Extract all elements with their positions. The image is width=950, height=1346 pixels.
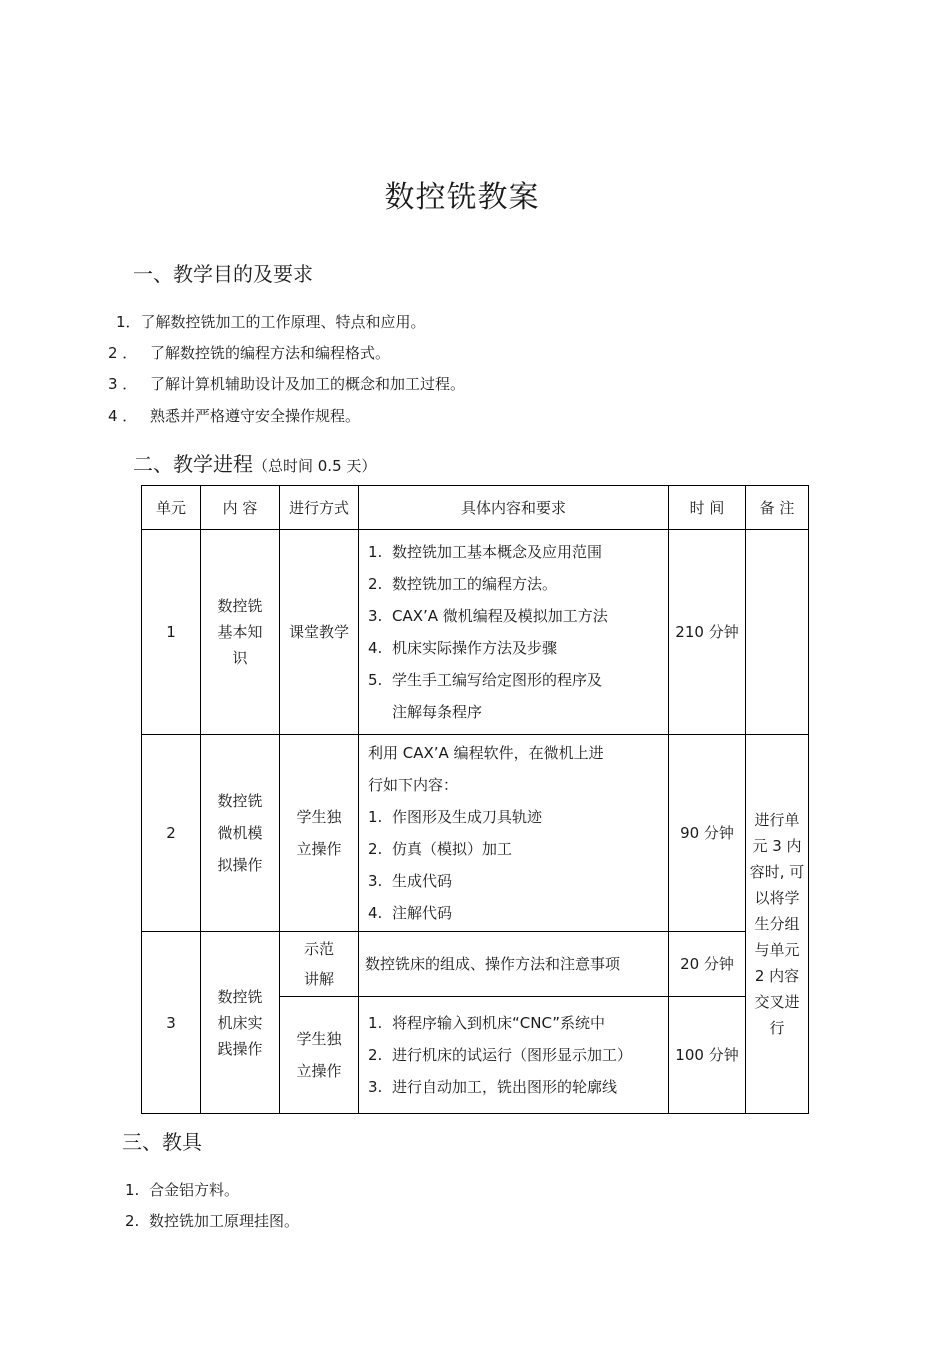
requirement-line: 1. 数控铣加工基本概念及应用范围 — [368, 543, 603, 561]
objective-item-number: 3 ． — [108, 375, 138, 393]
header-cell-time: 时 间 — [669, 486, 746, 530]
teaching-aid-item-2 — [125, 1210, 299, 1231]
requirement-intro-line: 行如下内容： — [368, 776, 459, 794]
requirements-cell: 数控铣床的组成、操作方法和注意事项 — [359, 932, 669, 997]
time-cell: 100 分钟 — [669, 997, 746, 1114]
requirement-line: 1. 将程序输入到机床“CNC”系统中 — [368, 1014, 605, 1032]
objective-item-text: 了解数控铣的编程方法和编程格式。 — [150, 344, 391, 362]
teaching-aid-number: 2. — [125, 1212, 140, 1230]
objective-item-number: 1． — [116, 313, 141, 331]
requirement-line: 3. CAX’A 微机编程及模拟加工方法 — [368, 607, 608, 625]
unit-number-cell: 2 — [142, 735, 201, 932]
table-header-row — [142, 486, 809, 530]
header-cell-method: 进行方式 — [280, 486, 359, 530]
time-cell: 210 分钟 — [669, 530, 746, 735]
objective-item-text: 了解计算机辅助设计及加工的概念和加工过程。 — [150, 375, 466, 393]
objective-item-4 — [108, 405, 360, 426]
requirements-cell — [359, 530, 669, 735]
page-title: 数控铣教案 — [384, 180, 540, 215]
remark-cell-empty — [746, 530, 809, 735]
header-cell-remark: 备 注 — [746, 486, 809, 530]
requirement-line-continued: 注解每条程序 — [392, 703, 483, 721]
objective-item-2 — [108, 342, 390, 363]
requirement-line: 2. 进行机床的试运行（图形显示加工） — [368, 1046, 633, 1064]
time-cell: 90 分钟 — [669, 735, 746, 932]
section-heading-teaching-aids: 三、教具 — [122, 1130, 202, 1154]
content-cell: 数控铣 基本知 识 — [201, 530, 280, 735]
header-cell-unit: 单元 — [142, 486, 201, 530]
teaching-aid-text: 合金铝方料。 — [149, 1181, 240, 1199]
requirement-line: 1. 作图形及生成刀具轨迹 — [368, 808, 543, 826]
method-cell: 示范 讲解 — [280, 932, 359, 997]
requirement-line: 5. 学生手工编写给定图形的程序及 — [368, 671, 603, 689]
teaching-progress-table — [141, 485, 809, 1114]
requirements-cell — [359, 997, 669, 1114]
content-cell: 数控铣 机床实 践操作 — [201, 932, 280, 1114]
teaching-aid-item-1 — [125, 1179, 239, 1200]
requirement-line: 2. 数控铣加工的编程方法。 — [368, 575, 558, 593]
requirement-line: 2. 仿真（模拟）加工 — [368, 840, 513, 858]
header-cell-content: 内 容 — [201, 486, 280, 530]
requirement-line: 3. 进行自动加工，铣出图形的轮廓线 — [368, 1078, 618, 1096]
teaching-aid-number: 1. — [125, 1181, 140, 1199]
objective-item-text: 了解数控铣加工的工作原理、特点和应用。 — [140, 313, 426, 331]
method-cell: 课堂教学 — [280, 530, 359, 735]
objective-item-1 — [116, 311, 426, 332]
objective-item-number: 2 ． — [108, 344, 138, 362]
table-row — [142, 530, 809, 735]
unit-number-cell: 3 — [142, 932, 201, 1114]
section-heading-objectives: 一、教学目的及要求 — [133, 262, 313, 286]
table-row — [142, 932, 809, 997]
requirement-intro-line: 利用 CAX’A 编程软件，在微机上进 — [368, 744, 604, 762]
requirements-cell — [359, 735, 669, 932]
content-cell: 数控铣 微机模 拟操作 — [201, 735, 280, 932]
table-row — [142, 735, 809, 932]
time-cell: 20 分钟 — [669, 932, 746, 997]
method-cell: 学生独 立操作 — [280, 997, 359, 1114]
requirement-line: 4. 机床实际操作方法及步骤 — [368, 639, 558, 657]
remark-cell: 进行单 元 3 内 容时, 可 以将学 生分组 与单元 2 内容 交叉进 行 — [746, 735, 809, 1114]
total-time-note: （总时间 0.5 天） — [253, 457, 377, 475]
section-heading-text: 二、教学进程 — [133, 452, 253, 476]
requirement-line: 4. 注解代码 — [368, 904, 453, 922]
objective-item-3 — [108, 373, 465, 394]
requirement-line: 3. 生成代码 — [368, 872, 453, 890]
unit-number-cell: 1 — [142, 530, 201, 735]
header-cell-requirements: 具体内容和要求 — [359, 486, 669, 530]
section-heading-progress — [133, 448, 376, 477]
teaching-aid-text: 数控铣加工原理挂图。 — [149, 1212, 300, 1230]
objective-item-number: 4 ． — [108, 407, 138, 425]
objective-item-text: 熟悉并严格遵守安全操作规程。 — [150, 407, 361, 425]
method-cell: 学生独 立操作 — [280, 735, 359, 932]
